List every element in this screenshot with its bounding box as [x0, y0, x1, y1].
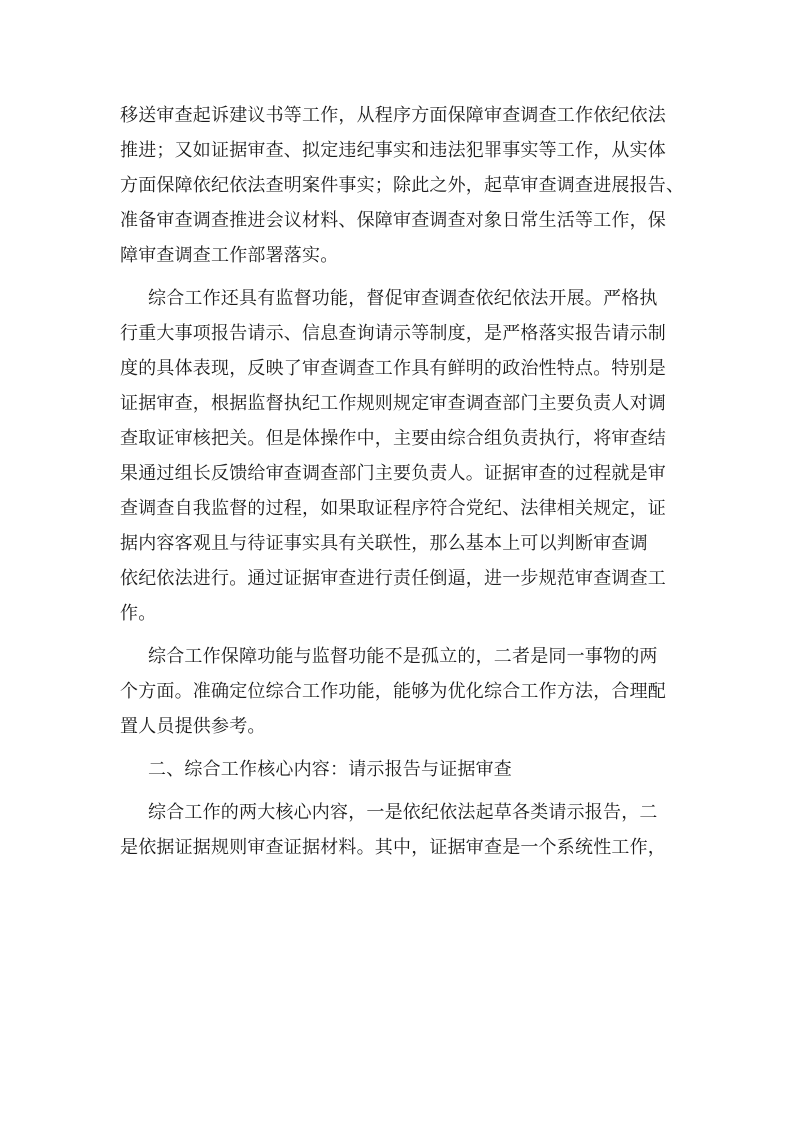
text-line: 度的具体表现，反映了审查调查工作具有鲜明的政治性特点。特别是 [120, 358, 666, 379]
text-line: 障审查调查工作部署落实。 [120, 245, 339, 266]
text-line: 方面保障依纪依法查明案件事实；除此之外，起草审查调查进展报告、 [120, 175, 685, 196]
text-line: 证据审查，根据监督执纪工作规则规定审查调查部门主要负责人对调 [120, 393, 666, 414]
text-line: 个方面。准确定位综合工作功能，能够为优化综合工作方法，合理配 [120, 681, 666, 702]
text-line: 综合工作的两大核心内容，一是依纪依法起草各类请示报告，二 [148, 802, 658, 823]
text-line: 推进；又如证据审查、拟定违纪事实和违法犯罪事实等工作，从实体 [120, 140, 666, 161]
paragraph-gap [120, 631, 680, 639]
paragraph-gap [120, 744, 680, 752]
paragraph-gap [120, 787, 680, 795]
text-line: 查调查自我监督的过程，如果取证程序符合党纪、法律相关规定，证 [120, 498, 666, 519]
text-line: 综合工作保障功能与监督功能不是孤立的，二者是同一事物的两 [148, 646, 658, 667]
text-line: 查取证审核把关。但是体操作中，主要由综合组负责执行，将审查结 [120, 428, 666, 449]
text-line: 是依据证据规则审查证据材料。其中，证据审查是一个系统性工作， [120, 837, 666, 858]
text-line: 作。 [120, 603, 157, 624]
text-line: 据内容客观且与待证事实具有关联性，那么基本上可以判断审查调 [120, 533, 648, 554]
document-body [120, 98, 685, 865]
text-line: 准备审查调查推进会议材料、保障审查调查对象日常生活等工作，保 [120, 210, 666, 231]
text-line: 依纪依法进行。通过证据审查进行责任倒逼，进一步规范审查调查工 [120, 568, 666, 589]
text-line: 果通过组长反馈给审查调查部门主要负责人。证据审查的过程就是审 [120, 463, 666, 484]
paragraph-gap [120, 273, 680, 281]
text-line: 行重大事项报告请示、信息查询请示等制度，是严格落实报告请示制 [120, 323, 666, 344]
section-heading: 二、综合工作核心内容：请示报告与证据审查 [148, 759, 512, 780]
text-line: 移送审查起诉建议书等工作，从程序方面保障审查调查工作依纪依法 [120, 105, 666, 126]
text-line: 综合工作还具有监督功能，督促审查调查依纪依法开展。严格执 [148, 288, 658, 309]
text-line: 置人员提供参考。 [120, 716, 266, 737]
